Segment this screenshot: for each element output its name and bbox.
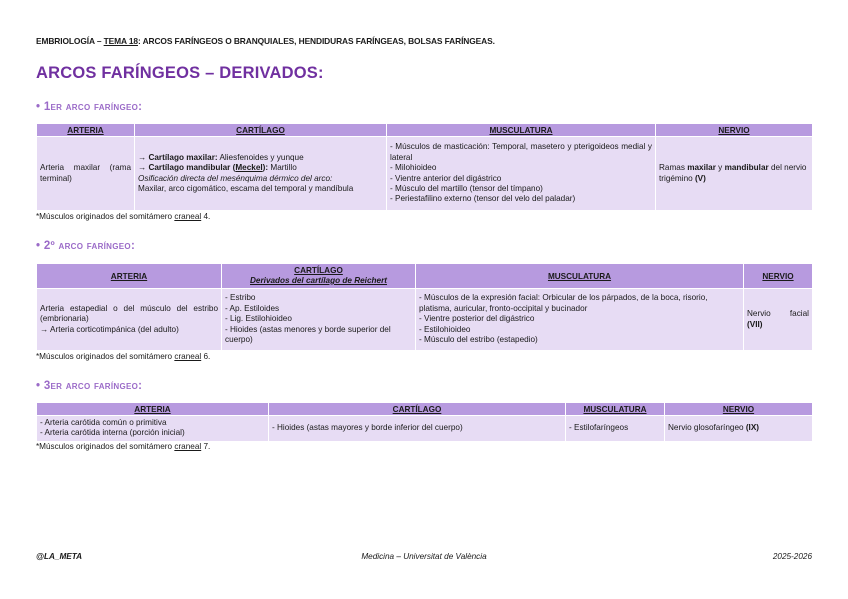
cart-mandibular-label: → Cartílago mandibular ( bbox=[138, 163, 236, 173]
arch3-nerve-name: Nervio glosofaríngeo bbox=[668, 423, 746, 433]
cart-mandibular-value: Martillo bbox=[268, 163, 297, 173]
muscle-item: - Milohioideo bbox=[390, 163, 437, 173]
arch2-artery-line: Arteria estapedial o del músculo del estribo (embrionaria) bbox=[40, 303, 218, 324]
arch2-artery bbox=[37, 289, 222, 351]
arch2-nerve-roman: (VII) bbox=[747, 319, 763, 329]
muscle-item: - Vientre anterior del digástrico bbox=[390, 173, 502, 183]
arch1-data-row bbox=[37, 137, 813, 211]
arch2-nerve bbox=[744, 289, 813, 351]
cart-meckel: Meckel bbox=[235, 163, 263, 173]
header-rest: : ARCOS FARÍNGEOS O BRANQUIALES, HENDIDURAS FARÍNGEAS, BOLSAS FARÍNGEAS. bbox=[137, 36, 495, 46]
footer-center: Medicina – Universitat de València bbox=[361, 552, 487, 561]
muscle-item: - Periestafilino externo (tensor del velo del paladar) bbox=[390, 194, 576, 204]
arch3-artery-line: - Arteria carótida común o primitiva bbox=[40, 418, 167, 427]
arch2-data-row bbox=[37, 289, 813, 351]
footnote-text: *Músculos originados del somitámero bbox=[36, 352, 175, 361]
cartilage-item: - Hioides (astas menores y borde superior del cuerpo) bbox=[225, 324, 391, 345]
arch1-table bbox=[36, 123, 813, 211]
arch2-col-cartilage-reichert: Reichert bbox=[354, 276, 387, 285]
arch1-header-row bbox=[37, 124, 813, 137]
cartilage-item: - Lig. Estilohioideo bbox=[225, 314, 292, 324]
nerve-text: Ramas bbox=[659, 163, 688, 173]
nerve-maxilar: maxilar bbox=[687, 163, 716, 173]
muscle-item: - Vientre posterior del digástrico bbox=[419, 314, 535, 324]
footnote-text: *Músculos originados del somitámero bbox=[36, 442, 175, 451]
arch3-col-nerve: NERVIO bbox=[665, 403, 813, 416]
nerve-text: y bbox=[715, 163, 725, 173]
page-title: ARCOS FARÍNGEOS – DERIVADOS: bbox=[36, 64, 324, 82]
arch2-col-musculature: MUSCULATURA bbox=[416, 264, 744, 289]
footnote-craneal: craneal bbox=[174, 212, 202, 221]
arch3-header-row bbox=[37, 403, 813, 416]
arch2-col-cartilage-sub: Derivados del cartílago de bbox=[250, 276, 355, 285]
arch1-nerve bbox=[656, 137, 813, 211]
footnote-number: 7. bbox=[201, 442, 211, 451]
cartilage-item: - Estribo bbox=[225, 293, 256, 303]
arch2-heading: • 2º arco faríngeo: bbox=[36, 240, 136, 252]
footnote-number: 6. bbox=[201, 352, 211, 361]
cart-bones: Maxilar, arco cigomático, escama del temporal y mandíbula bbox=[138, 183, 354, 193]
cart-mandibular-label-end: ): bbox=[262, 163, 269, 173]
nerve-roman: (V) bbox=[694, 173, 706, 183]
footnote-craneal: craneal bbox=[174, 442, 202, 451]
arch3-musculature: - Estilofaríngeos bbox=[566, 416, 665, 442]
muscle-item: - Músculos de la expresión facial: Orbicular de los párpados, de la boca, risorio, platisma, auricular, fronto-occipital y bucinador bbox=[419, 293, 708, 313]
footer-author: @LA_META bbox=[36, 552, 83, 561]
arch1-col-artery: ARTERIA bbox=[37, 124, 135, 137]
arch3-nerve-roman: (IX) bbox=[745, 423, 760, 433]
arch2-col-artery: ARTERIA bbox=[37, 264, 222, 289]
arch3-col-cartilage: CARTÍLAGO bbox=[269, 403, 566, 416]
arch3-artery bbox=[37, 416, 269, 442]
cart-maxilar-label: → Cartílago maxilar: bbox=[138, 152, 218, 162]
footnote-number: 4. bbox=[201, 212, 211, 221]
arch2-table bbox=[36, 263, 813, 351]
arch1-heading: • 1er arco faríngeo: bbox=[36, 101, 143, 113]
muscle-item: - Músculo del martillo (tensor del tímpano) bbox=[390, 183, 543, 193]
footer-year: 2025-2026 bbox=[772, 552, 812, 561]
cart-maxilar-value: Aliesfenoides y yunque bbox=[217, 152, 304, 162]
header-tema: TEMA 18 bbox=[103, 36, 138, 46]
footnote-craneal: craneal bbox=[174, 352, 202, 361]
arch3-artery-line: - Arteria carótida interna (porción inicial) bbox=[40, 428, 185, 438]
arch2-nerve-name: Nervio facial bbox=[747, 309, 809, 319]
arch3-col-musculature: MUSCULATURA bbox=[566, 403, 665, 416]
muscle-item: - Músculo del estribo (estapedio) bbox=[419, 335, 538, 345]
page-header bbox=[36, 36, 495, 46]
muscle-item: - Estilohioideo bbox=[419, 324, 471, 334]
arch2-col-cartilage bbox=[222, 264, 416, 289]
arch3-col-artery: ARTERIA bbox=[37, 403, 269, 416]
arch2-col-cartilage-label: CARTÍLAGO bbox=[294, 266, 343, 275]
arch2-musculature bbox=[416, 289, 744, 351]
muscle-item: - Músculos de masticación: Temporal, masetero y pterigoideos medial y lateral bbox=[390, 142, 652, 162]
cartilage-item: - Ap. Estiloides bbox=[225, 303, 280, 313]
arch3-nerve bbox=[665, 416, 813, 442]
cart-ossification: Osificación directa del mesénquima dérmico del arco: bbox=[138, 173, 333, 183]
arch3-cartilage: - Hioides (astas mayores y borde inferior del cuerpo) bbox=[269, 416, 566, 442]
arch2-footnote bbox=[36, 352, 210, 361]
header-prefix: EMBRIOLOGÍA – bbox=[36, 36, 104, 46]
arch1-artery: Arteria maxilar (rama terminal) bbox=[37, 137, 135, 211]
nerve-mandibular: mandibular bbox=[724, 163, 769, 173]
arch1-musculature bbox=[387, 137, 656, 211]
arch1-cartilage bbox=[135, 137, 387, 211]
arch1-footnote bbox=[36, 212, 210, 221]
arch2-artery-line: → Arteria corticotimpánica (del adulto) bbox=[40, 324, 179, 334]
arch1-col-musculature: MUSCULATURA bbox=[387, 124, 656, 137]
arch2-header-row bbox=[37, 264, 813, 289]
arch3-table bbox=[36, 402, 813, 442]
arch3-data-row bbox=[37, 416, 813, 442]
arch2-cartilage bbox=[222, 289, 416, 351]
nerve-text: del nervio trigémino bbox=[659, 163, 807, 183]
arch2-col-nerve: NERVIO bbox=[744, 264, 813, 289]
arch3-heading: • 3er arco faríngeo: bbox=[36, 380, 143, 392]
arch3-footnote bbox=[36, 442, 210, 451]
footnote-text: *Músculos originados del somitámero bbox=[36, 212, 175, 221]
arch1-col-nerve: NERVIO bbox=[656, 124, 813, 137]
arch1-col-cartilage: CARTÍLAGO bbox=[135, 124, 387, 137]
